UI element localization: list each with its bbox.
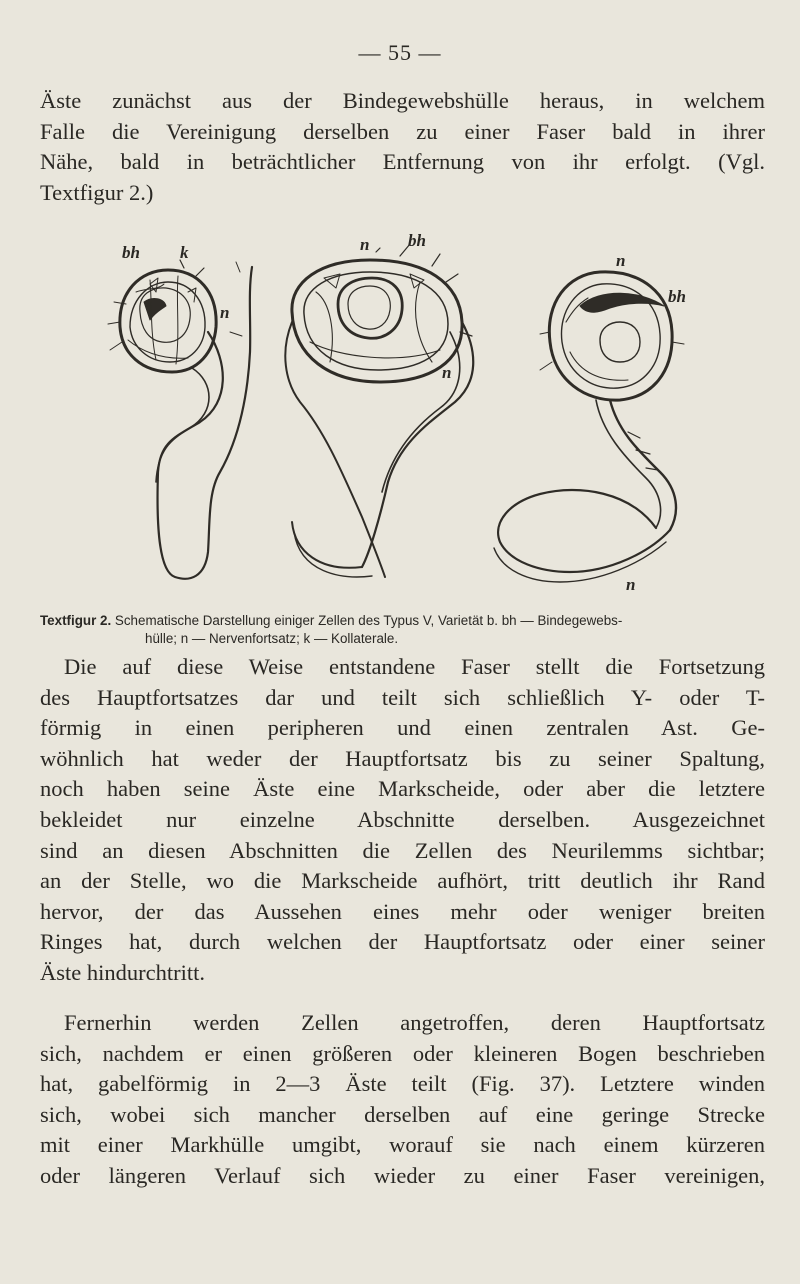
caption-text: hülle; n — Nervenfortsatz; k — Kollaterale. xyxy=(145,631,399,646)
text-line: Textfigur 2.) xyxy=(40,179,154,205)
text-line: noch haben seine Äste eine Markscheide, oder aber die letztere xyxy=(40,776,765,802)
middle-cell-drawing xyxy=(230,244,473,577)
text-line: sich, nachdem er einen größeren oder kleineren Bogen beschrieben xyxy=(40,1040,765,1066)
text-line: förmig in einen peripheren und einen zentralen Ast. Ge- xyxy=(40,715,765,741)
text-line: Falle die Vereinigung derselben zu einer Faser bald in ihrer xyxy=(40,118,765,144)
text-line: sind an diesen Abschnitten die Zellen des Neurilemms sichtbar; xyxy=(40,837,765,863)
caption-text: Schematische Darstellung einiger Zellen des Typus V, Varietät b. bh — Bindegewebs- xyxy=(114,613,623,628)
text-line: oder längeren Verlauf sich wieder zu einer Faser vereinigen, xyxy=(40,1162,765,1188)
text-line: bekleidet nur einzelne Abschnitte derselben. Ausgezeichnet xyxy=(40,806,765,832)
right-cell-drawing xyxy=(494,272,684,582)
figure-label: bh xyxy=(408,232,426,250)
paragraph-2 xyxy=(40,652,765,989)
left-cell-drawing xyxy=(108,260,252,579)
paragraph-3 xyxy=(40,1008,765,1192)
figure-label: bh xyxy=(122,243,140,262)
text-line: hervor, der das Aussehen eines mehr oder weniger breiten xyxy=(40,898,765,924)
figure-label: n xyxy=(616,251,626,270)
text-line: an der Stelle, wo die Markscheide aufhört, tritt deutlich ihr Rand xyxy=(40,868,765,894)
page-number: — 55 — xyxy=(358,40,442,65)
text-line: sich, wobei sich mancher derselben auf eine geringe Strecke xyxy=(40,1101,765,1127)
figure-label: n xyxy=(442,363,452,382)
text-line: Fernerhin werden Zellen angetroffen, deren Hauptfortsatz xyxy=(64,1010,765,1035)
text-line: Äste hindurchtritt. xyxy=(40,959,205,985)
figure-label: bh xyxy=(668,287,686,306)
paragraph-1 xyxy=(40,86,765,208)
text-line: Äste zunächst aus der Bindegewebshülle heraus, in welchem xyxy=(40,88,765,113)
text-line: Ringes hat, durch welchen der Hauptfortsatz oder einer seiner xyxy=(40,929,765,955)
text-line: hat, gabelförmig in 2—3 Äste teilt (Fig. 37). Letztere winden xyxy=(40,1071,765,1097)
nerve-cell-illustration xyxy=(80,232,720,602)
figure-label: n xyxy=(360,235,370,254)
text-line: Die auf diese Weise entstandene Faser stellt die Fortsetzung xyxy=(64,654,765,679)
text-line: mit einer Markhülle umgibt, worauf sie nach einem kürzeren xyxy=(40,1132,765,1158)
figure-label: k xyxy=(180,243,189,262)
text-line: wöhnlich hat weder der Hauptfortsatz bis zu seiner Spaltung, xyxy=(40,745,765,771)
figure-textfigur-2 xyxy=(80,232,720,602)
text-line: Nähe, bald in beträchtlicher Entfernung von ihr erfolgt. (Vgl. xyxy=(40,149,765,175)
caption-label: Textfigur 2. xyxy=(40,613,112,628)
figure-label: n xyxy=(220,303,230,322)
text-line: des Hauptfortsatzes dar und teilt sich schließlich Y- oder T- xyxy=(40,684,765,710)
figure-label: n xyxy=(626,575,636,594)
figure-caption xyxy=(40,612,765,648)
